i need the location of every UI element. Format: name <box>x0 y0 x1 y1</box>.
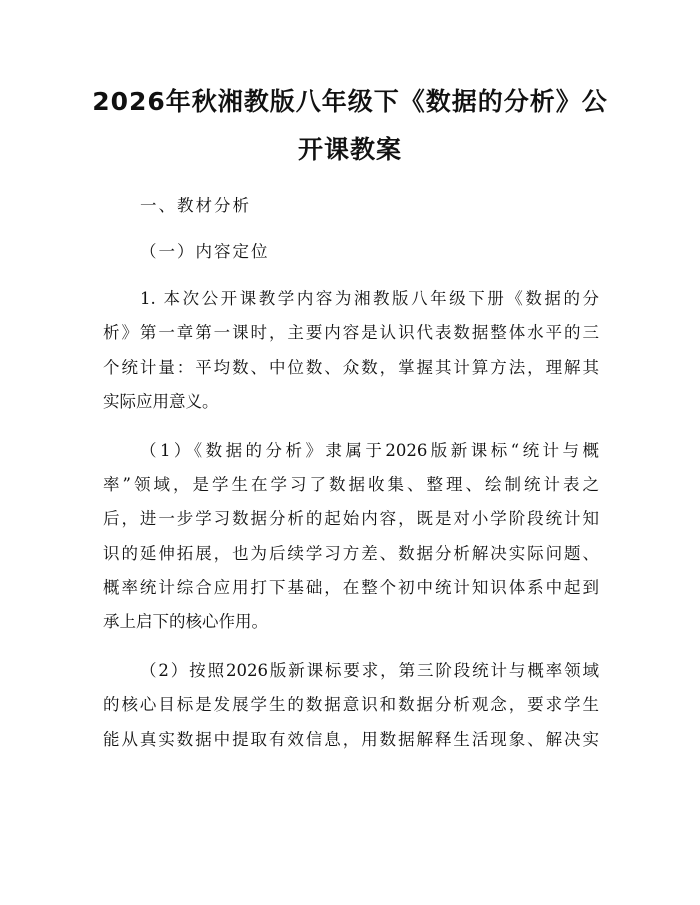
paragraph-1-line: 实际应用意义。 <box>103 392 219 411</box>
paragraph-2-line: 率”领域，是学生在学习了数据收集、整理、绘制统计表之 <box>103 475 599 494</box>
paragraph-2-line: 概率统计综合应用打下基础，在整个初中统计知识体系中起到 <box>103 578 599 597</box>
paragraph-3-line: （2）按照2026版新课标要求，第三阶段统计与概率领域 <box>140 661 599 680</box>
paragraph-2-line: 后，进一步学习数据分析的起始内容，既是对小学阶段统计知 <box>103 509 599 528</box>
section-heading-textbook-analysis: 一、教材分析 <box>140 196 251 215</box>
subsection-heading-content-positioning: （一）内容定位 <box>140 242 270 261</box>
paragraph-1-line: 析》第一章第一课时，主要内容是认识代表数据整体水平的三 <box>103 323 599 342</box>
document-title-line-1: 2026年秋湘教版八年级下《数据的分析》公 <box>92 87 608 116</box>
paragraph-3-line: 的核心目标是发展学生的数据意识和数据分析观念，要求学生 <box>103 695 599 714</box>
paragraph-2-line: 承上启下的核心作用。 <box>103 612 268 631</box>
paragraph-1-line: 1. 本次公开课教学内容为湘教版八年级下册《数据的分 <box>140 289 599 308</box>
paragraph-2-line: （1）《数据的分析》隶属于2026版新课标“统计与概 <box>140 441 599 460</box>
paragraph-2-line: 识的延伸拓展，也为后续学习方差、数据分析解决实际问题、 <box>103 544 599 563</box>
paragraph-3-line: 能从真实数据中提取有效信息，用数据解释生活现象、解决实 <box>103 730 599 749</box>
document-title-line-2: 开课教案 <box>297 135 402 164</box>
paragraph-1-line: 个统计量：平均数、中位数、众数，掌握其计算方法，理解其 <box>103 358 599 377</box>
